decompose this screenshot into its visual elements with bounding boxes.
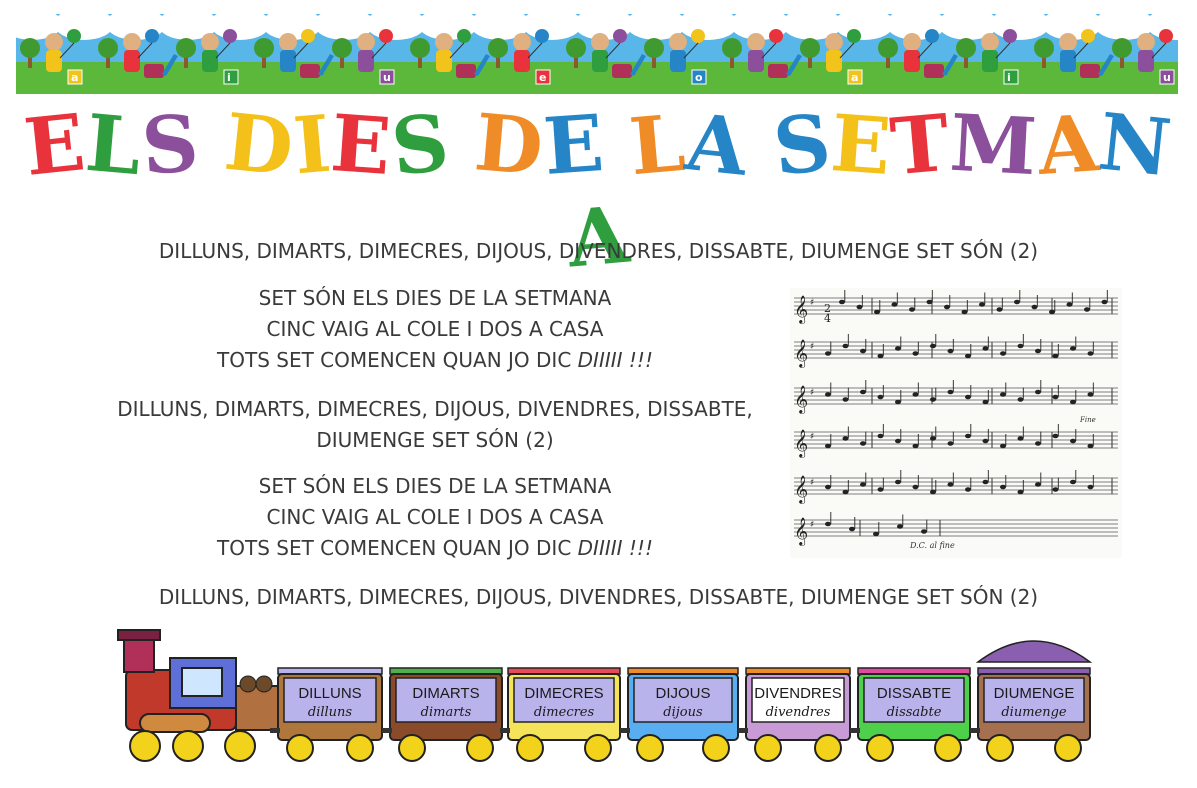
note-head — [913, 351, 919, 356]
note-head — [1000, 444, 1006, 449]
note-head — [825, 392, 831, 397]
car-label-upper: DIMARTS — [412, 685, 480, 702]
child-figure-body — [670, 50, 686, 72]
note-head — [860, 482, 866, 487]
balloon — [301, 29, 315, 43]
time-signature-top: 2 — [824, 302, 831, 315]
toy-chest — [300, 64, 320, 78]
note-head — [962, 310, 968, 315]
note-head — [1000, 351, 1006, 356]
car-label-lower: dimarts — [420, 705, 472, 720]
child-figure-head — [747, 33, 765, 51]
key-sharp-icon: ♯ — [810, 342, 815, 352]
note-head — [878, 434, 884, 439]
note-head — [1035, 482, 1041, 487]
note-head — [1032, 305, 1038, 310]
wheel — [130, 731, 160, 761]
balloon — [67, 29, 81, 43]
child-figure-head — [435, 33, 453, 51]
note-head — [930, 436, 936, 441]
note-head — [930, 490, 936, 495]
title-letter: E — [827, 98, 895, 193]
child-figure-body — [904, 50, 920, 72]
wheel — [225, 731, 255, 761]
wheel — [347, 735, 373, 761]
child-figure-body — [982, 50, 998, 72]
letter-block-letter: u — [1163, 71, 1171, 84]
note-head — [930, 344, 936, 349]
child-figure-head — [669, 33, 687, 51]
note-head — [965, 354, 971, 359]
treble-clef-icon: 𝄞 — [794, 385, 809, 413]
note-head — [930, 397, 936, 402]
balloon — [691, 29, 705, 43]
child-figure-head — [357, 33, 375, 51]
dc-al-fine-marking: D.C. al fine — [910, 541, 955, 550]
car-coupling — [620, 728, 630, 733]
note-head — [997, 307, 1003, 312]
note-head — [965, 434, 971, 439]
letter-block-letter: e — [539, 71, 547, 84]
train-car-dissabte — [850, 668, 970, 761]
note-head — [860, 390, 866, 395]
note-head — [860, 441, 866, 446]
title-letter: I — [289, 98, 336, 193]
car-coupling — [500, 728, 510, 733]
child-figure-head — [1137, 33, 1155, 51]
locomotive-window — [182, 668, 222, 696]
note-head — [983, 480, 989, 485]
title-letter: E — [540, 98, 608, 193]
child-figure-body — [1060, 50, 1076, 72]
title-letter: A — [1034, 97, 1103, 194]
child-figure-head — [45, 33, 63, 51]
refrain-top: DILLUNS, DIMARTS, DIMECRES, DIJOUS, DIVENDRES, DISSABTE, DIUMENGE SET SÓN (2) — [158, 239, 1039, 263]
wheel — [987, 735, 1013, 761]
child-figure-head — [981, 33, 999, 51]
child-figure-head — [825, 33, 843, 51]
letter-block-letter: i — [1007, 71, 1011, 84]
note-head — [825, 444, 831, 449]
locomotive — [118, 630, 278, 761]
refrain-middle-line-2: DIUMENGE SET SÓN (2) — [316, 428, 554, 452]
treble-clef-icon: 𝄞 — [794, 475, 809, 503]
note-head — [1053, 354, 1059, 359]
child-figure-head — [513, 33, 531, 51]
title-letter: A — [563, 189, 634, 286]
balloon — [613, 29, 627, 43]
title-letter: D — [220, 96, 299, 195]
note-head — [1000, 485, 1006, 490]
verse-1-line-1: SET SÓN ELS DIES DE LA SETMANA — [258, 286, 612, 310]
note-head — [895, 439, 901, 444]
car-label-lower: divendres — [765, 705, 831, 720]
note-head — [857, 305, 863, 310]
tree — [176, 38, 196, 58]
verse-2-line-1: SET SÓN ELS DIES DE LA SETMANA — [258, 474, 612, 498]
child-figure-body — [124, 50, 140, 72]
note-head — [849, 527, 855, 532]
note-head — [860, 349, 866, 354]
note-head — [965, 395, 971, 400]
train-car-dimecres — [500, 668, 620, 761]
umbrella — [978, 641, 1090, 662]
note-head — [892, 302, 898, 307]
note-head — [843, 490, 849, 495]
note-head — [983, 346, 989, 351]
note-head — [983, 439, 989, 444]
balloon — [769, 29, 783, 43]
verse-2 — [120, 471, 750, 564]
note-head — [1070, 400, 1076, 405]
title-letter: L — [82, 97, 146, 194]
music-score — [790, 288, 1122, 558]
balloon — [379, 29, 393, 43]
train-car-dimarts — [382, 668, 502, 761]
train-car-divendres — [738, 668, 850, 761]
train-car-dilluns — [270, 668, 382, 761]
wheel — [173, 731, 203, 761]
child-figure-body — [1138, 50, 1154, 72]
wheel — [755, 735, 781, 761]
wheel — [935, 735, 961, 761]
title-letter: E — [328, 98, 395, 193]
wheel — [815, 735, 841, 761]
letter-block-letter: a — [851, 71, 859, 84]
wheel — [467, 735, 493, 761]
decorative-banner — [16, 14, 1178, 94]
tree — [332, 38, 352, 58]
note-head — [825, 485, 831, 490]
toy-chest — [924, 64, 944, 78]
tree — [254, 38, 274, 58]
tree — [20, 38, 40, 58]
tree — [722, 38, 742, 58]
car-label-upper: DISSABTE — [876, 685, 952, 702]
car-coupling — [270, 728, 280, 733]
car-label-lower: dijous — [663, 705, 703, 720]
note-head — [913, 444, 919, 449]
note-head — [825, 351, 831, 356]
balloon — [925, 29, 939, 43]
child-figure-head — [591, 33, 609, 51]
car-label-lower: dissabte — [886, 705, 942, 720]
note-head — [843, 344, 849, 349]
train-car-dijous — [620, 668, 738, 761]
note-head — [965, 487, 971, 492]
note-head — [895, 480, 901, 485]
child-figure-body — [202, 50, 218, 72]
note-head — [1014, 300, 1020, 305]
fine-marking: Fine — [1080, 416, 1096, 424]
note-head — [944, 305, 950, 310]
note-head — [1084, 307, 1090, 312]
car-label-upper: DIJOUS — [655, 685, 711, 702]
title-letter: A — [681, 97, 753, 194]
toy-chest — [612, 64, 632, 78]
note-head — [921, 529, 927, 534]
child-figure-head — [903, 33, 921, 51]
note-head — [979, 302, 985, 307]
child-figure-body — [436, 50, 452, 72]
note-head — [895, 400, 901, 405]
chimney — [124, 636, 154, 672]
child-figure-body — [280, 50, 296, 72]
note-head — [895, 346, 901, 351]
tree — [1112, 38, 1132, 58]
coal-tender — [236, 686, 278, 730]
note-head — [878, 395, 884, 400]
title-letter: S — [768, 97, 836, 194]
time-signature-bottom: 4 — [824, 312, 831, 325]
note-head — [1000, 392, 1006, 397]
car-label-lower: dimecres — [533, 705, 595, 720]
note-head — [948, 482, 954, 487]
coal — [256, 676, 272, 692]
treble-clef-icon: 𝄞 — [794, 517, 809, 545]
balloon — [535, 29, 549, 43]
child-figure-head — [1059, 33, 1077, 51]
car-coupling — [850, 728, 860, 733]
balloon — [1003, 29, 1017, 43]
tree — [956, 38, 976, 58]
wheel — [703, 735, 729, 761]
note-head — [1018, 397, 1024, 402]
refrain-bottom: DILLUNS, DIMARTS, DIMECRES, DIJOUS, DIVENDRES, DISSABTE, DIUMENGE SET SÓN (2) — [158, 585, 1039, 609]
balloon — [1159, 29, 1173, 43]
note-head — [913, 392, 919, 397]
verse-1-line-3-text: TOTS SET COMENCEN QUAN JO DIC — [217, 348, 578, 372]
title-letter: T — [887, 97, 955, 194]
title-letter: S — [387, 97, 454, 194]
note-head — [1049, 310, 1055, 315]
wheel — [585, 735, 611, 761]
balloon — [1081, 29, 1095, 43]
key-sharp-icon: ♯ — [810, 478, 815, 488]
note-head — [843, 436, 849, 441]
key-sharp-icon: ♯ — [810, 298, 815, 308]
treble-clef-icon: 𝄞 — [794, 339, 809, 367]
refrain-middle-line-1: DILLUNS, DIMARTS, DIMECRES, DIJOUS, DIVENDRES, DISSABTE, — [117, 397, 753, 421]
verse-1-line-3-emphasis: DIIIII !!! — [577, 348, 653, 372]
chimney-top — [118, 630, 160, 640]
note-head — [1018, 344, 1024, 349]
train-cars — [270, 641, 1090, 761]
note-head — [1070, 439, 1076, 444]
note-head — [913, 485, 919, 490]
note-head — [1035, 390, 1041, 395]
verse-2-line-2: CINC VAIG AL COLE I DOS A CASA — [266, 505, 604, 529]
tree — [800, 38, 820, 58]
tree — [98, 38, 118, 58]
note-head — [948, 349, 954, 354]
verse-1-line-2: CINC VAIG AL COLE I DOS A CASA — [266, 317, 604, 341]
car-coupling — [970, 728, 980, 733]
tree — [410, 38, 430, 58]
verse-2-line-3 — [120, 533, 750, 564]
car-label-upper: DIVENDRES — [754, 685, 842, 702]
note-head — [878, 487, 884, 492]
note-head — [873, 532, 879, 537]
key-sharp-icon: ♯ — [810, 388, 815, 398]
child-figure-body — [46, 50, 62, 72]
toy-chest — [456, 64, 476, 78]
note-head — [1088, 444, 1094, 449]
wheel — [517, 735, 543, 761]
tree — [878, 38, 898, 58]
refrain-middle — [60, 394, 810, 456]
verse-1-line-3 — [120, 345, 750, 376]
letter-block-letter: i — [227, 71, 231, 84]
note-head — [1053, 434, 1059, 439]
verse-2-line-3-text: TOTS SET COMENCEN QUAN JO DIC — [217, 536, 578, 560]
key-sharp-icon: ♯ — [810, 432, 815, 442]
verse-2-line-3-emphasis: DIIIII !!! — [577, 536, 653, 560]
toy-chest — [768, 64, 788, 78]
car-label-upper: DILLUNS — [298, 685, 362, 702]
note-head — [1088, 485, 1094, 490]
car-label-upper: DIMECRES — [524, 685, 604, 702]
balloon — [847, 29, 861, 43]
child-figure-body — [514, 50, 530, 72]
child-figure-body — [826, 50, 842, 72]
tree — [566, 38, 586, 58]
note-head — [1102, 300, 1108, 305]
toy-chest — [144, 64, 164, 78]
tree — [1034, 38, 1054, 58]
note-head — [1035, 349, 1041, 354]
note-head — [843, 397, 849, 402]
car-label-upper: DIUMENGE — [993, 685, 1075, 702]
score-paper — [790, 288, 1122, 558]
note-head — [1088, 351, 1094, 356]
note-head — [874, 310, 880, 315]
note-head — [1053, 487, 1059, 492]
note-head — [948, 390, 954, 395]
wheel — [867, 735, 893, 761]
verse-1 — [120, 283, 750, 376]
car-coupling — [382, 728, 392, 733]
treble-clef-icon: 𝄞 — [794, 429, 809, 457]
balloon — [457, 29, 471, 43]
note-head — [948, 441, 954, 446]
days-train — [110, 628, 1100, 773]
wheel — [1055, 735, 1081, 761]
treble-clef-icon: 𝄞 — [794, 295, 809, 323]
car-label-lower: dilluns — [307, 705, 353, 720]
note-head — [1088, 392, 1094, 397]
title-letter: D — [471, 97, 548, 194]
note-head — [983, 400, 989, 405]
note-head — [825, 522, 831, 527]
note-head — [1018, 490, 1024, 495]
title-letter: N — [1094, 96, 1177, 195]
child-figure-head — [279, 33, 297, 51]
child-figure-body — [748, 50, 764, 72]
note-head — [1070, 346, 1076, 351]
note-head — [1053, 395, 1059, 400]
balloon — [223, 29, 237, 43]
note-head — [878, 354, 884, 359]
title-letter: M — [948, 97, 1041, 194]
note-head — [1018, 436, 1024, 441]
balloon — [145, 29, 159, 43]
toy-chest — [1080, 64, 1100, 78]
coal — [240, 676, 256, 692]
letter-block-letter: o — [695, 71, 703, 84]
letter-block-letter: a — [71, 71, 79, 84]
letter-block-letter: u — [383, 71, 391, 84]
car-coupling — [738, 728, 748, 733]
note-head — [1035, 441, 1041, 446]
child-figure-head — [201, 33, 219, 51]
piston — [140, 714, 210, 732]
tree — [488, 38, 508, 58]
title-letter: E — [20, 97, 91, 194]
wheel — [637, 735, 663, 761]
tree — [644, 38, 664, 58]
title-letter: S — [138, 98, 203, 193]
child-figure-body — [358, 50, 374, 72]
wheel — [287, 735, 313, 761]
wheel — [399, 735, 425, 761]
child-figure-body — [592, 50, 608, 72]
train-car-diumenge — [970, 668, 1090, 761]
note-head — [897, 524, 903, 529]
note-head — [1070, 480, 1076, 485]
note-head — [927, 300, 933, 305]
title-letter: L — [626, 97, 690, 194]
child-figure-head — [123, 33, 141, 51]
note-head — [1067, 302, 1073, 307]
key-sharp-icon: ♯ — [810, 520, 815, 530]
note-head — [909, 307, 915, 312]
car-label-lower: diumenge — [1001, 705, 1067, 720]
note-head — [839, 300, 845, 305]
